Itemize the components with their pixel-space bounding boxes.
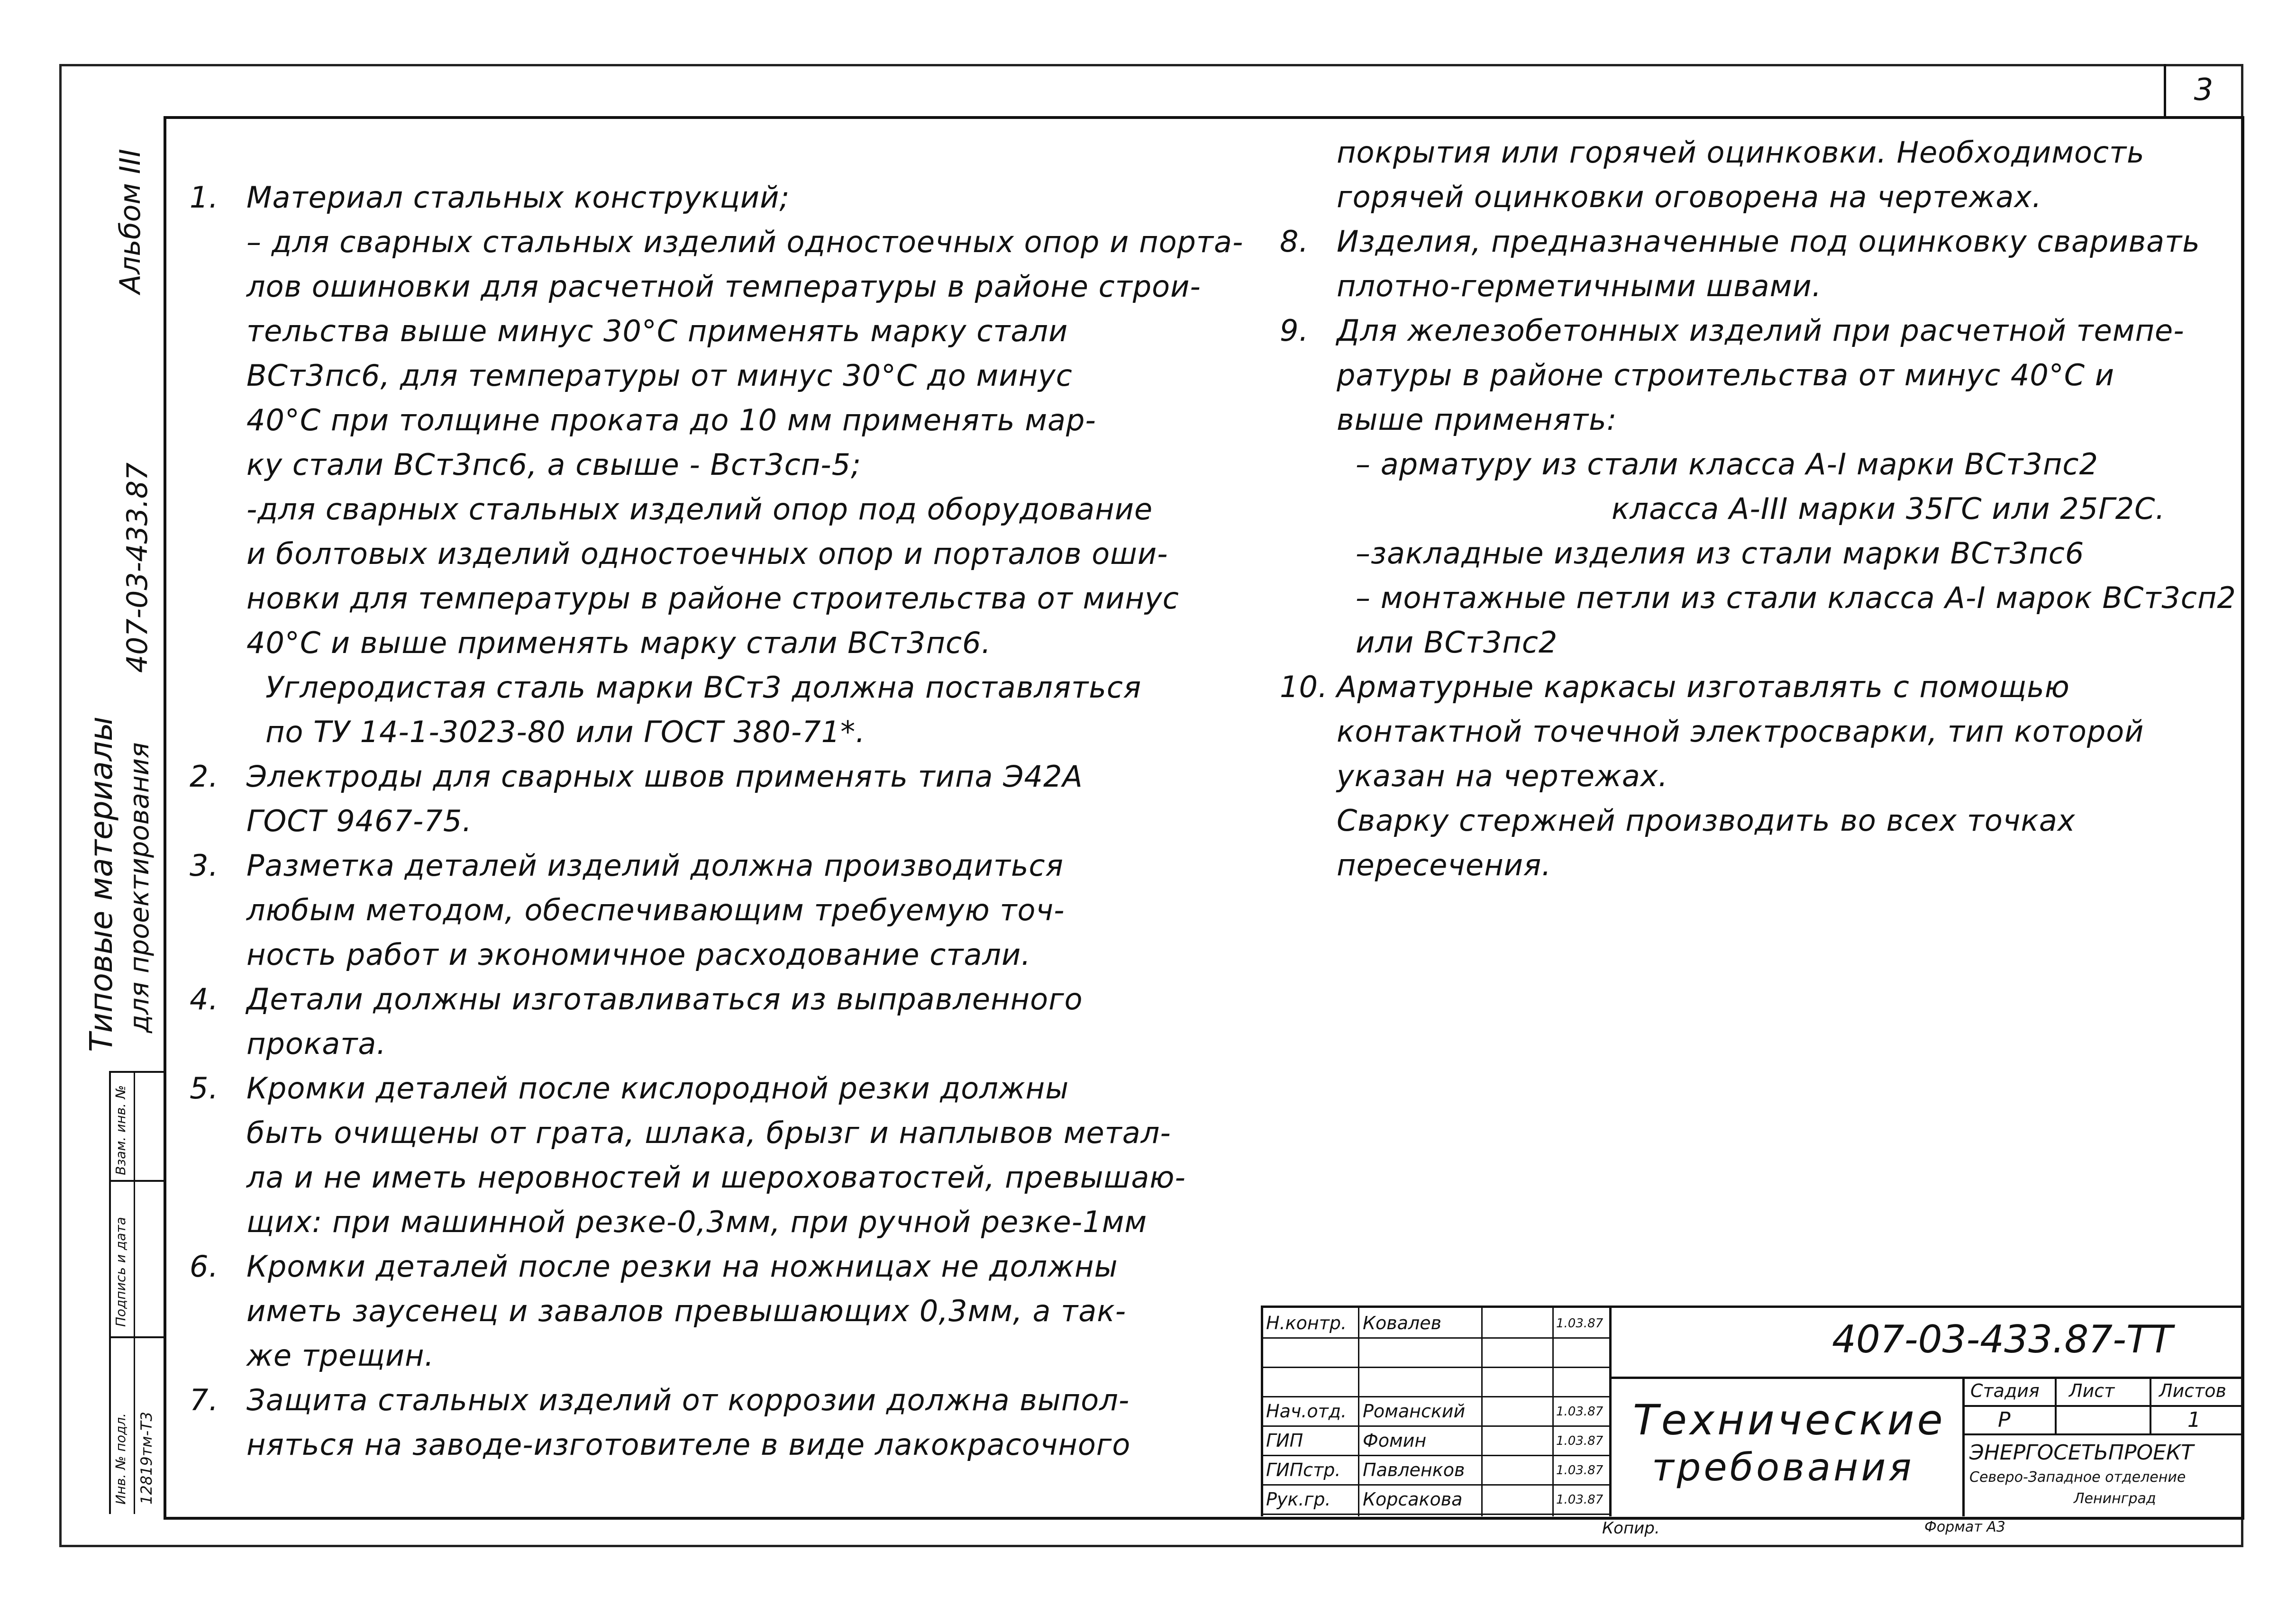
list-item: 8. Изделия, предназначенные под оцинковку сваривать плотно-герметичными швами.	[1280, 219, 2209, 308]
item-number: 6.	[190, 1249, 219, 1284]
format-label: Формат А3	[1924, 1519, 2005, 1535]
item-number: 9.	[1280, 313, 1309, 348]
copied-label: Копир.	[1602, 1519, 1660, 1538]
signature-row: Рук.гр. Корсакова 1.03.87	[1263, 1484, 1609, 1515]
stage-value: Р	[1998, 1408, 2011, 1432]
project-code-vertical: 407-03-433.87	[121, 462, 154, 673]
signature-row: ГИПстр. Павленков 1.03.87	[1263, 1455, 1609, 1486]
album-label: Альбом III	[114, 149, 147, 294]
approval-strip	[109, 1071, 165, 1514]
item-number: 4.	[190, 982, 219, 1016]
document-code: 407-03-433.87-ТТ	[1832, 1317, 2173, 1361]
item-number: 8.	[1280, 224, 1309, 259]
inventory-number: 12819тм-Т3	[137, 1411, 155, 1505]
list-item: 1. Материал стальных конструкций; – для сварных стальных изделий одностоечных опор и порта- лов ошиновки для расчетной температуры в районе строи- тельства выше минус 30°С применять марку стали ВСт3пс6, для температуры от минус 30°С до минус 40°С при толщине проката до 10 мм применять мар- ку стали ВСт3пс6, а свыше - Вст3сп-5; -для сварных стальных изделий опор под оборудование и болтовых изделий одностоечных опор и порталов оши- новки для температуры в районе строительства от минус 40°С и выше применять марку стали ВСт3пс6. Углеродистая сталь марки ВСт3 должна поставляться по ТУ 14-1-3023-80 или ГОСТ 380-71*.	[190, 175, 1213, 754]
sub-item: класса А-III марки 35ГС или 25Г2С.	[1612, 491, 2166, 526]
list-item: 9. Для железобетонных изделий при расчетной темпе- ратуры в районе строительства от минус 40°С и выше применять: – арматуру из стали класса А-I марки ВСт3пс2 класса А-III марки 35ГС или 25Г2С. –закладные изделия из стали марки ВСт3пс6 – монтажные петли из стали класса А-I марок ВСт3сп2 или ВСт3пс2	[1280, 308, 2209, 665]
stage-table	[1962, 1377, 2243, 1516]
org-name: ЭНЕРГОСЕТЬПРОЕКТ	[1969, 1441, 2194, 1465]
list-item: 7. Защита стальных изделий от коррозии должна выпол- няться на заводе-изготовителе в виде лакокрасочного	[190, 1378, 1213, 1467]
left-column	[190, 175, 1244, 1467]
document-title-line2: требования	[1652, 1445, 1914, 1489]
signature-row	[1263, 1337, 1609, 1368]
signature-row	[1263, 1367, 1609, 1397]
sub-item: или ВСт3пс2	[1356, 625, 1558, 660]
list-item: 10. Арматурные каркасы изготавлять с помощью контактной точечной электросварки, тип которой указан на чертежах. Сварку стержней производить во всех точках пересечения.	[1280, 665, 2209, 888]
stage-header: Стадия	[1970, 1380, 2040, 1401]
item-number: 10.	[1280, 670, 1328, 704]
signature-row: Н.контр. Ковалев 1.03.87	[1263, 1308, 1609, 1339]
series-title-line2: для проектирования	[124, 742, 155, 1033]
item-number: 3.	[190, 848, 219, 883]
series-title-line1: Типовые материалы	[83, 716, 119, 1052]
signature-row: ГИП Фомин 1.03.87	[1263, 1425, 1609, 1456]
strip-label-signature: Подпись и дата	[113, 1217, 128, 1327]
sheets-header: Листов	[2159, 1380, 2226, 1401]
sheets-value: 1	[2187, 1408, 2201, 1432]
continuation-text: покрытия или горячей оцинковки. Необходимость горячей оцинковки оговорена на чертежах.	[1337, 135, 2145, 214]
org-branch: Северо-Западное отделение	[1969, 1469, 2186, 1486]
sub-item: – монтажные петли из стали класса А-I марок ВСт3сп2	[1356, 580, 2236, 615]
list-item: 5. Кромки деталей после кислородной резки должны быть очищены от грата, шлака, брызг и наплывов метал- ла и не иметь неровностей и шероховатостей, превышаю- щих: при машинной резке-0,3мм, при ручной резке-1мм	[190, 1066, 1213, 1244]
org-city: Ленинград	[2074, 1490, 2156, 1507]
sheet-number: 3	[2164, 64, 2241, 118]
item-number: 5.	[190, 1071, 219, 1106]
sub-item: – арматуру из стали класса А-I марки ВСт3пс2	[1356, 447, 2098, 481]
item-number: 1.	[190, 180, 219, 215]
sheet-header: Лист	[2069, 1380, 2115, 1401]
list-item: 2. Электроды для сварных швов применять типа Э42А ГОСТ 9467-75.	[190, 754, 1213, 843]
document-title-line1: Технические	[1633, 1396, 1946, 1444]
list-item: 4. Детали должны изготавливаться из выправленного проката.	[190, 977, 1213, 1066]
sub-item: –закладные изделия из стали марки ВСт3пс6	[1356, 536, 2085, 571]
strip-label-replace: Взам. инв. №	[113, 1085, 128, 1175]
item-number: 2.	[190, 759, 219, 794]
right-column	[1280, 130, 2236, 888]
list-item: 3. Разметка деталей изделий должна производиться любым методом, обеспечивающим требуемую точ- ность работ и экономичное расходование стали.	[190, 843, 1213, 977]
list-item: 6. Кромки деталей после резки на ножницах не должны иметь заусенец и завалов превышающих 0,3мм, а так- же трещин.	[190, 1244, 1213, 1378]
strip-label-inventory: Инв. № подл.	[113, 1413, 128, 1505]
signature-row: Нач.отд. Романский 1.03.87	[1263, 1396, 1609, 1427]
item-number: 7.	[190, 1383, 219, 1417]
title-block	[1261, 1306, 2241, 1516]
